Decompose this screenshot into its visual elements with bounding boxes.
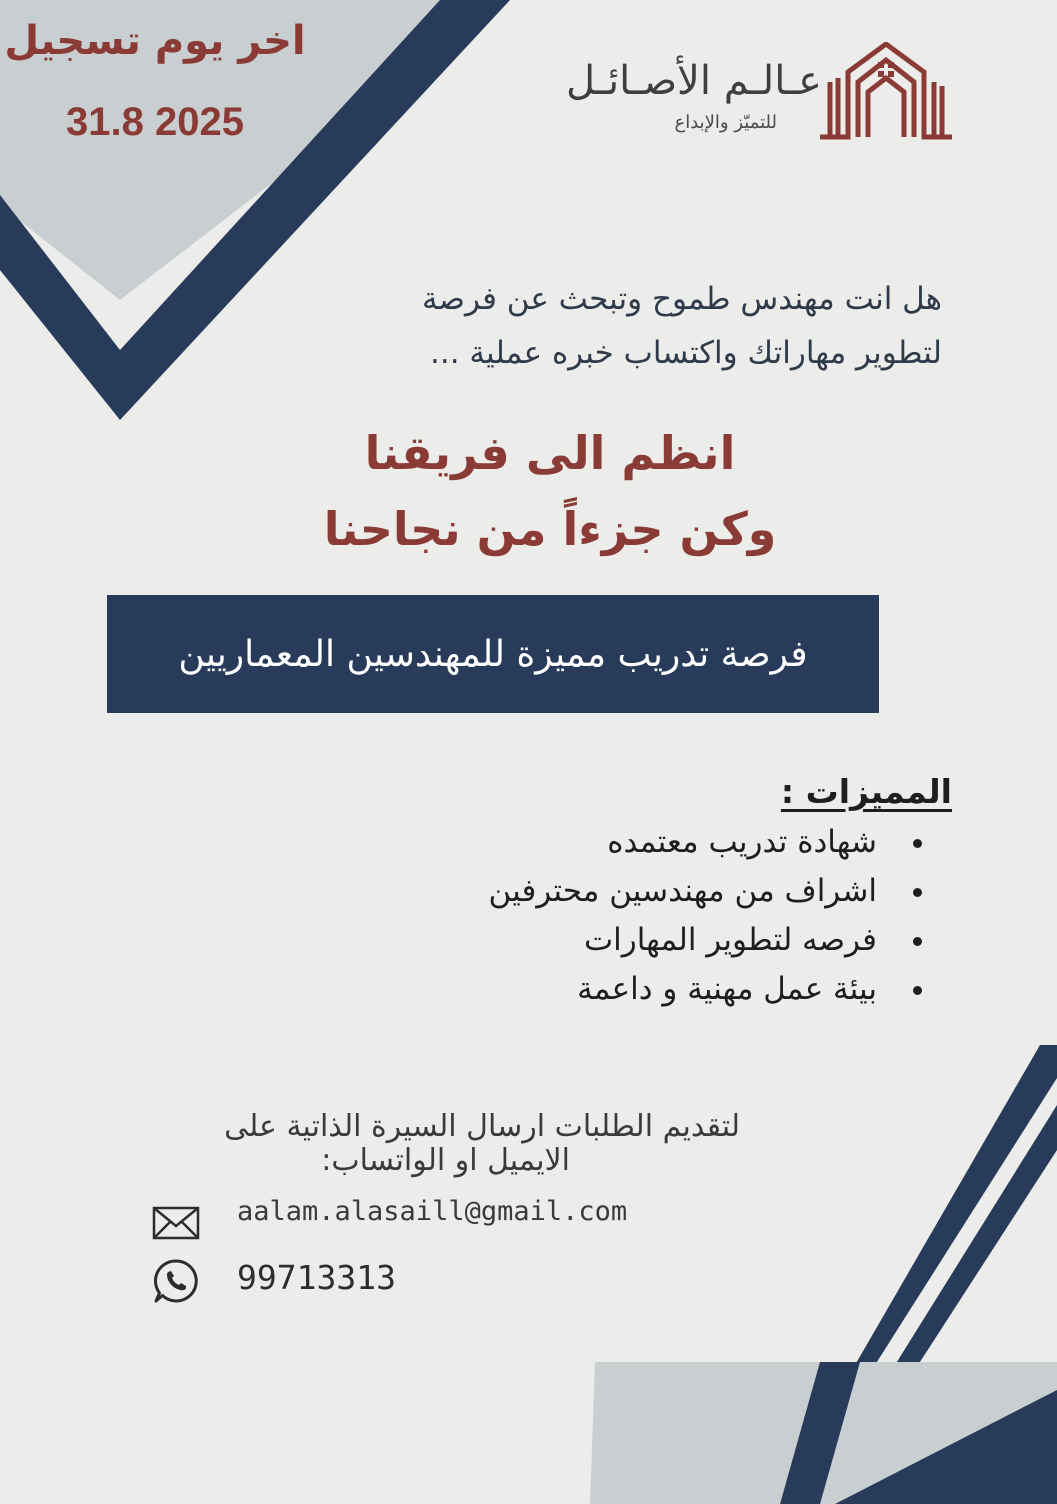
features-list [489,818,923,1014]
apply-line-2: الايميل او الواتساب: [321,1143,570,1178]
join-line-2: وكن جزءاً من نجاحنا [323,502,777,556]
apply-instructions [100,1110,740,1178]
logo-name: عـالـم الأصـائـل [566,58,822,104]
house-logo-icon [818,42,954,142]
list-item: شهادة تدريب معتمده [489,818,923,867]
banner-text: فرصة تدريب مميزة للمهندسين المعماريين [178,633,808,675]
training-banner [107,595,879,713]
features-heading: المميزات : [780,772,952,811]
phone-number[interactable]: 99713313 [237,1258,396,1297]
intro-text [182,272,942,380]
deadline-label: اخر يوم تسجيل [4,18,306,64]
list-item: اشراف من مهندسين محترفين [489,867,923,916]
envelope-icon [152,1205,200,1241]
join-headline [250,415,850,567]
logo-tagline: للتميّز والإبداع [674,112,777,133]
list-item: بيئة عمل مهنية و داعمة [489,965,923,1014]
deadline-date: 31.8 2025 [66,100,244,144]
intro-line-1: هل انت مهندس طموح وتبحث عن فرصة [422,281,942,317]
bottom-right-navy-stripe-2 [895,1105,1057,1365]
join-line-1: انظم الى فريقنا [364,426,736,480]
apply-line-1: لتقديم الطلبات ارسال السيرة الذاتية على [224,1109,740,1144]
intro-line-2: لتطوير مهاراتك واكتساب خبره عملية ... [430,335,942,371]
bottom-right-navy-stripe-1 [855,1045,1057,1365]
list-item: فرصه لتطوير المهارات [489,916,923,965]
email-address[interactable]: aalam.alasaill@gmail.com [237,1196,628,1227]
whatsapp-icon [152,1257,200,1305]
